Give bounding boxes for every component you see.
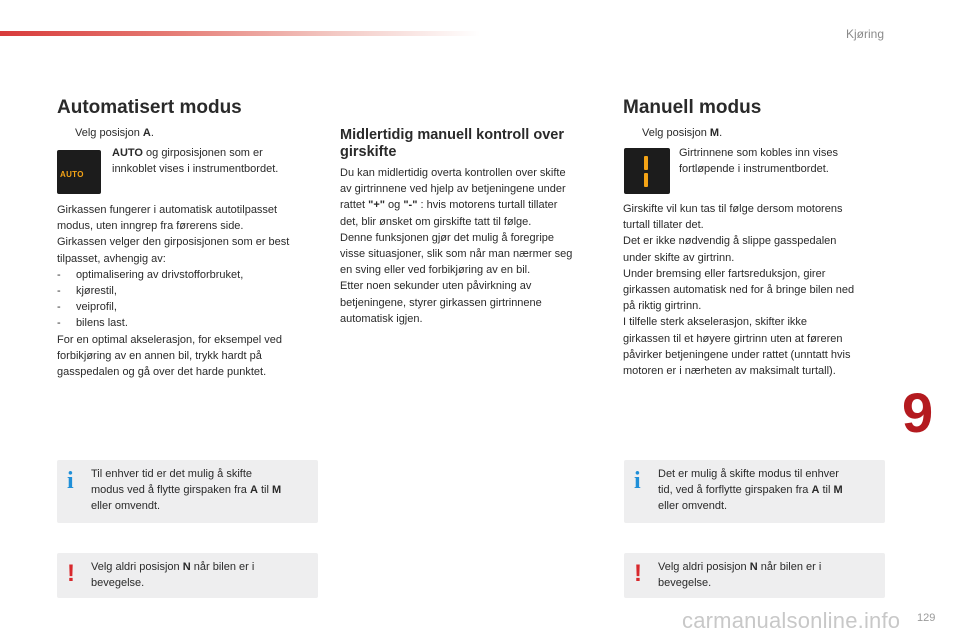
- right-warning-note: ! Velg aldri posisjon N når bilen er i bevegelse.: [624, 553, 885, 598]
- automatic-mode-body: Girkassen fungerer i automatisk autotilpasset modus, uten inngrep fra førerens side. Girkassen velger den girposisjonen som er best tilpasset, avhengig av: - optimalisering av drivstofforbruket, - kjørestil, - veiprofil, - bilens last. For en optimal akselerasjon, for eksempel ved forbikjøring av en annen bil, trykk hardt på gasspedalen og gå over det harde punktet.: [57, 204, 290, 379]
- left-info-note: i Til enhver tid er det mulig å skifte modus ved å flytte girspaken fra A til M eller omvendt.: [57, 460, 318, 523]
- temporary-manual-title: Midlertidig manuell kontroll over girskifte: [340, 127, 564, 160]
- left-warning-note: ! Velg aldri posisjon N når bilen er i bevegelse.: [57, 553, 318, 598]
- page-number: 129: [917, 612, 936, 624]
- manual-gear-display-icon: [624, 148, 670, 194]
- right-info-note: i Det er mulig å skifte modus til enhver tid, ved å forflytte girspaken fra A til M eller omvendt.: [624, 460, 885, 523]
- chapter-number: 9: [902, 381, 934, 444]
- manual-mode-title: Manuell modus: [623, 97, 762, 118]
- automatic-mode-title: Automatisert modus: [57, 97, 242, 118]
- auto-label: AUTO: [60, 170, 84, 179]
- info-icon: i: [634, 468, 641, 494]
- auto-display-icon: [57, 150, 101, 194]
- gear-segment-icon: [644, 173, 648, 187]
- manual-mode-body: Girskifte vil kun tas til følge dersom motorens turtall tillater det. Det er ikke nødvendig å slippe gasspedalen under skifte av girtrinn. Under bremsing eller fartsreduksjon, girer girkassen automatisk ned for å bringe bilen ned på riktig girtrinn. I tilfelle sterk akselerasjon, skifter ikke girkassen til et høyere girtrinn uten at føreren påvirker betjeningene under rattet (unntatt hvis motoren er i nærheten av maksimalt turtall).: [623, 203, 855, 378]
- warning-icon: !: [67, 560, 75, 587]
- warning-icon: !: [634, 560, 642, 587]
- left-bullet: Velg posisjon A.: [75, 127, 154, 139]
- temporary-manual-body: Du kan midlertidig overta kontrollen over skifte av girtrinnene ved hjelp av betjeningene under rattet "+" og "-" : hvis motorens turtall tillater det, blir ønsket om girskifte tatt til følge. Denne funksjonen gjør det mulig å foregripe visse situasjoner, slik som når man nærmer seg en sving eller ved forbikjøring av en bil. Etter noen sekunder uten påvirkning av betjeningene, styrer girkassen girtrinnene automatisk igjen.: [340, 167, 573, 325]
- auto-caption: AUTO og girposisjonen som er innkoblet vises i instrumentbordet.: [112, 147, 279, 176]
- info-icon: i: [67, 468, 74, 494]
- manual-caption: Girtrinnene som kobles inn vises fortløpende i instrumentbordet.: [679, 147, 838, 176]
- right-bullet: Velg posisjon M.: [642, 127, 723, 139]
- chapter-title: Kjøring: [845, 27, 884, 41]
- minus-label: "-": [403, 199, 418, 212]
- watermark: carmanualsonline.info: [682, 608, 901, 633]
- header-accent-bar: [0, 31, 480, 36]
- plus-label: "+": [368, 199, 385, 212]
- gear-segment-icon: [644, 156, 648, 170]
